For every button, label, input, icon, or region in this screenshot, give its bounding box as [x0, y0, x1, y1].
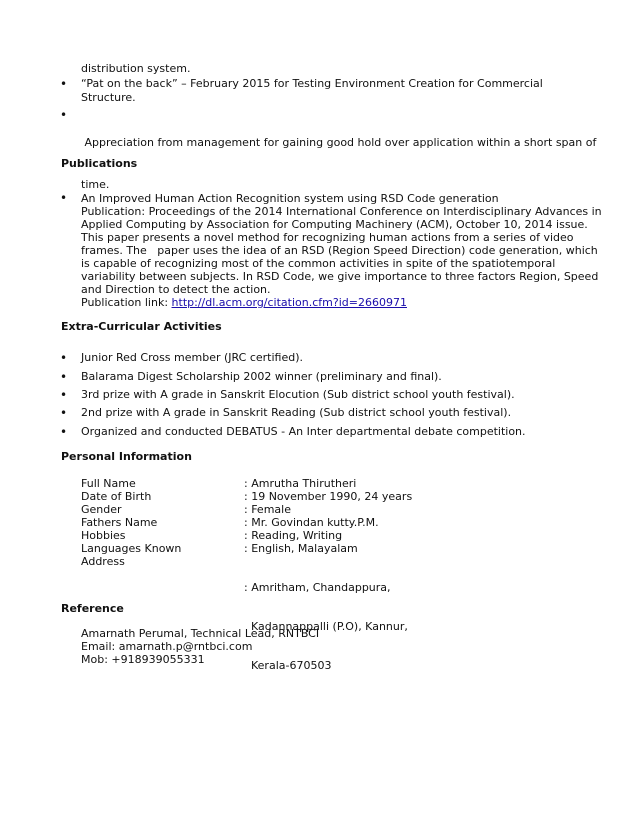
continuation-text: distribution system.	[81, 62, 191, 75]
bullet-icon: •	[60, 425, 68, 439]
field-value: : English, Malayalam	[244, 542, 358, 555]
field-label: Address	[81, 555, 125, 568]
bullet-icon: •	[60, 191, 68, 205]
bullet-icon: •	[60, 388, 68, 402]
award-line: time.	[81, 178, 110, 191]
publication-line: variability between subjects. In RSD Code, we give importance to three factors Region, Speed	[81, 270, 599, 283]
address-line: Kerala-670503	[244, 659, 332, 672]
field-value: : Female	[244, 503, 291, 516]
activity-item: 2nd prize with A grade in Sanskrit Reading (Sub district school youth festival).	[81, 406, 512, 419]
publication-line: Applied Computing by Association for Computing Machinery (ACM), October 10, 2014 issue.	[81, 218, 588, 231]
publication-title: An Improved Human Action Recognition system using RSD Code generation	[81, 192, 499, 205]
bullet-icon: •	[60, 351, 68, 365]
bullet-icon: •	[60, 108, 68, 122]
publication-line: is capable of recognizing most of the common activities in spite of the spatiotemporal	[81, 257, 556, 270]
award-line: Structure.	[81, 91, 136, 104]
address-line: Kadannappalli (P.O), Kannur,	[244, 620, 408, 633]
publication-line: and Direction to detect the action.	[81, 283, 271, 296]
award-line: “Pat on the back” – February 2015 for Testing Environment Creation for Commercial	[81, 77, 543, 90]
publication-entry	[81, 192, 602, 309]
extracurricular-heading: Extra-Curricular Activities	[61, 320, 222, 333]
field-value: : Mr. Govindan kutty.P.M.	[244, 516, 379, 529]
publications-heading: Publications	[61, 157, 138, 170]
field-label: Gender	[81, 503, 122, 516]
field-label: Date of Birth	[81, 490, 152, 503]
field-label: Fathers Name	[81, 516, 158, 529]
bullet-icon: •	[60, 77, 68, 91]
award-line: Appreciation from management for gaining good hold over application within a short span of	[81, 136, 597, 149]
activity-item: Junior Red Cross member (JRC certified).	[81, 351, 303, 364]
field-value: : Reading, Writing	[244, 529, 343, 542]
field-value: : 19 November 1990, 24 years	[244, 490, 413, 503]
publication-line: frames. The paper uses the idea of an RSD (Region Speed Direction) code generation, which	[81, 244, 598, 257]
publication-link-line	[81, 296, 591, 309]
publication-link-label: Publication link:	[81, 296, 172, 309]
publication-link[interactable]: http://dl.acm.org/citation.cfm?id=2660971	[171, 296, 407, 309]
reference-name: Amarnath Perumal, Technical Lead, RNTBCI	[81, 627, 320, 640]
reference-phone: Mob: +918939055331	[81, 653, 205, 666]
reference-email: Email: amarnath.p@rntbci.com	[81, 640, 253, 653]
award-item	[81, 77, 581, 105]
field-label: Hobbies	[81, 529, 126, 542]
activity-item: 3rd prize with A grade in Sanskrit Elocution (Sub district school youth festival).	[81, 388, 515, 401]
reference-heading: Reference	[61, 602, 124, 615]
bullet-icon: •	[60, 406, 68, 420]
activity-item: Balarama Digest Scholarship 2002 winner (preliminary and final).	[81, 370, 442, 383]
publication-line: Publication: Proceedings of the 2014 International Conference on Interdisciplinary Advances in	[81, 205, 602, 218]
publication-line: This paper presents a novel method for recognizing human actions from a series of video	[81, 231, 574, 244]
address-line: : Amritham, Chandappura,	[244, 581, 391, 594]
field-label: Languages Known	[81, 542, 182, 555]
activity-item: Organized and conducted DEBATUS - An Inter departmental debate competition.	[81, 425, 526, 438]
reference-block	[81, 627, 319, 666]
personal-info-heading: Personal Information	[61, 450, 192, 463]
bullet-icon: •	[60, 370, 68, 384]
field-label: Full Name	[81, 477, 136, 490]
field-value: : Amrutha Thirutheri	[244, 477, 357, 490]
